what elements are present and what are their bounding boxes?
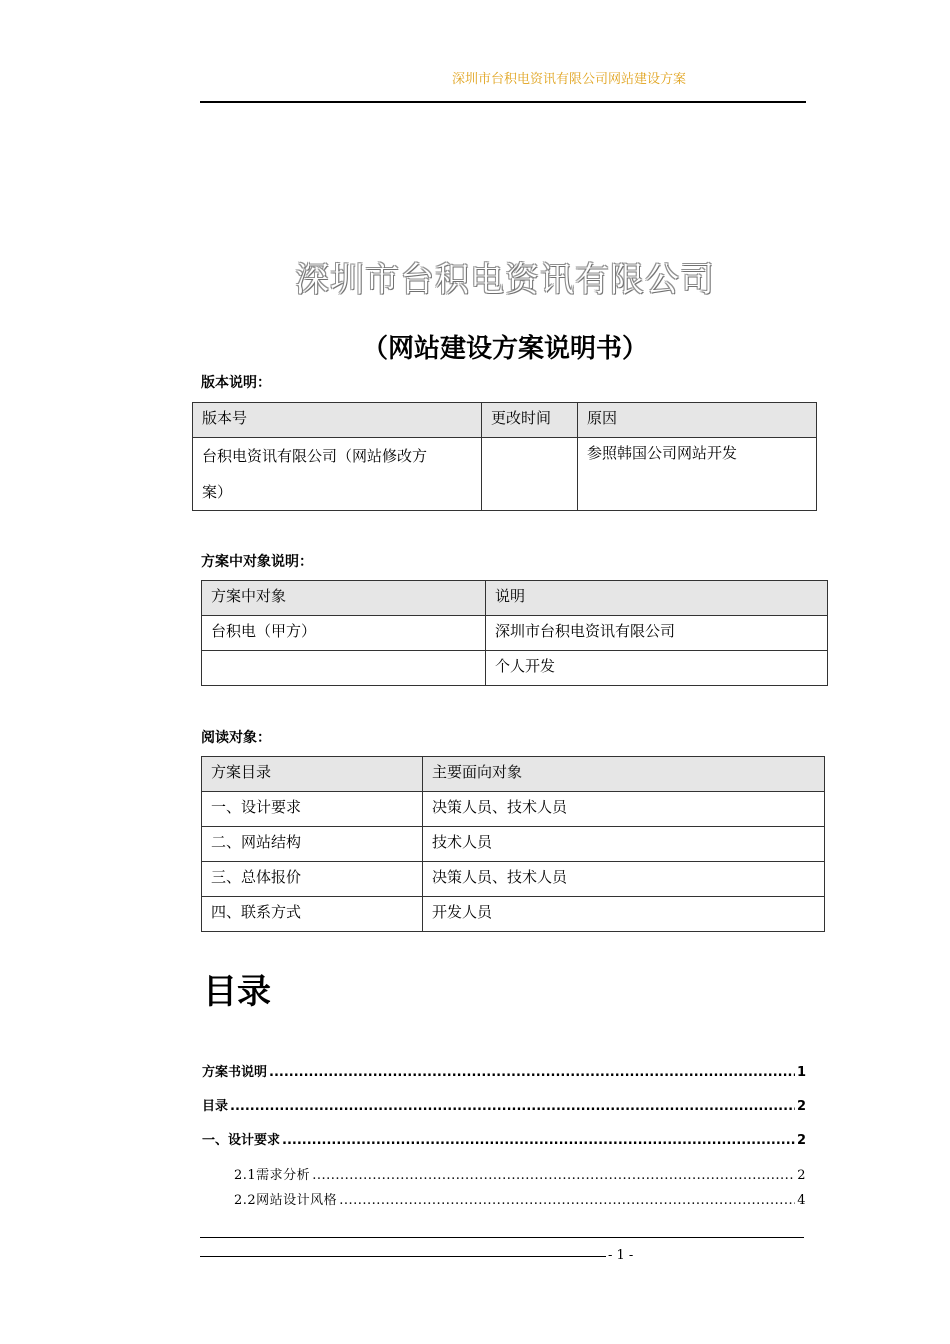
table-cell: 深圳市台积电资讯有限公司: [486, 616, 828, 651]
toc-entry-page: 4: [797, 1193, 806, 1208]
toc-leader-dots: [230, 1099, 795, 1114]
version-line: 台积电资讯有限公司（网站修改方: [202, 447, 428, 465]
toc-subentry[interactable]: [234, 1164, 806, 1183]
toc-heading: 目录: [203, 972, 271, 1012]
reason-cell: 参照韩国公司网站开发: [578, 438, 817, 511]
toc-entry-page: 2: [796, 1099, 806, 1114]
table-cell: 技术人员: [423, 827, 825, 862]
table-cell: 二、网站结构: [202, 827, 423, 862]
version-line: 案）: [202, 483, 233, 501]
toc-entry-label: 目录: [202, 1099, 229, 1114]
table-cell: 开发人员: [423, 897, 825, 932]
header-cell: 说明: [486, 581, 828, 616]
table-cell: 决策人员、技术人员: [423, 862, 825, 897]
toc-entry-page: 2: [796, 1133, 806, 1148]
toc-entry-page: 1: [796, 1065, 806, 1080]
table-row: [202, 792, 825, 827]
table-cell: 个人开发: [486, 651, 828, 686]
table-cell: 决策人员、技术人员: [423, 792, 825, 827]
table-row: [193, 438, 817, 511]
header-cell: 版本号: [193, 403, 482, 438]
changed-time-cell: [482, 438, 578, 511]
objects-section-label: 方案中对象说明：: [201, 554, 313, 570]
readers-table: [201, 756, 825, 932]
footer-rule: [200, 1256, 606, 1257]
toc-leader-dots: [312, 1168, 795, 1183]
header-cell: 更改时间: [482, 403, 578, 438]
version-section-label: 版本说明：: [201, 375, 271, 391]
toc-entry[interactable]: [202, 1095, 806, 1114]
table-row: [202, 827, 825, 862]
readers-section-label: 阅读对象：: [201, 730, 271, 746]
toc-entry[interactable]: [202, 1129, 806, 1148]
version-table: [192, 402, 817, 511]
table-row: [202, 897, 825, 932]
toc-entry-label: 2.2网站设计风格: [234, 1193, 338, 1208]
table-cell: 一、设计要求: [202, 792, 423, 827]
table-row: [202, 651, 828, 686]
toc-entry-label: 一、设计要求: [202, 1133, 281, 1148]
table-header-row: [202, 757, 825, 792]
toc-entry[interactable]: [202, 1061, 806, 1080]
toc-leader-dots: [269, 1065, 795, 1080]
toc-entry-page: 2: [797, 1168, 806, 1183]
toc-entry-label: 2.1需求分析: [234, 1168, 311, 1183]
table-row: [202, 862, 825, 897]
table-row: [202, 616, 828, 651]
table-cell: 台积电（甲方）: [202, 616, 486, 651]
table-cell: 三、总体报价: [202, 862, 423, 897]
toc-leader-dots: [282, 1133, 795, 1148]
toc-leader-dots: [339, 1193, 795, 1208]
table-header-row: [193, 403, 817, 438]
table-header-row: [202, 581, 828, 616]
header-cell: 方案中对象: [202, 581, 486, 616]
version-cell: [193, 438, 482, 511]
toc-subentry[interactable]: [234, 1189, 806, 1208]
company-title: 深圳市台积电资讯有限公司: [295, 260, 715, 300]
table-cell: [202, 651, 486, 686]
toc-entry-label: 方案书说明: [202, 1065, 268, 1080]
page-number: - 1 -: [608, 1248, 634, 1263]
header-cell: 方案目录: [202, 757, 423, 792]
table-cell: 四、联系方式: [202, 897, 423, 932]
footer-rule: [200, 1237, 804, 1238]
objects-table: [201, 580, 828, 686]
header-cell: 原因: [578, 403, 817, 438]
running-header: 深圳市台积电资讯有限公司网站建设方案: [451, 72, 686, 87]
header-rule: [200, 101, 806, 103]
header-cell: 主要面向对象: [423, 757, 825, 792]
document-title: （网站建设方案说明书）: [361, 334, 648, 364]
